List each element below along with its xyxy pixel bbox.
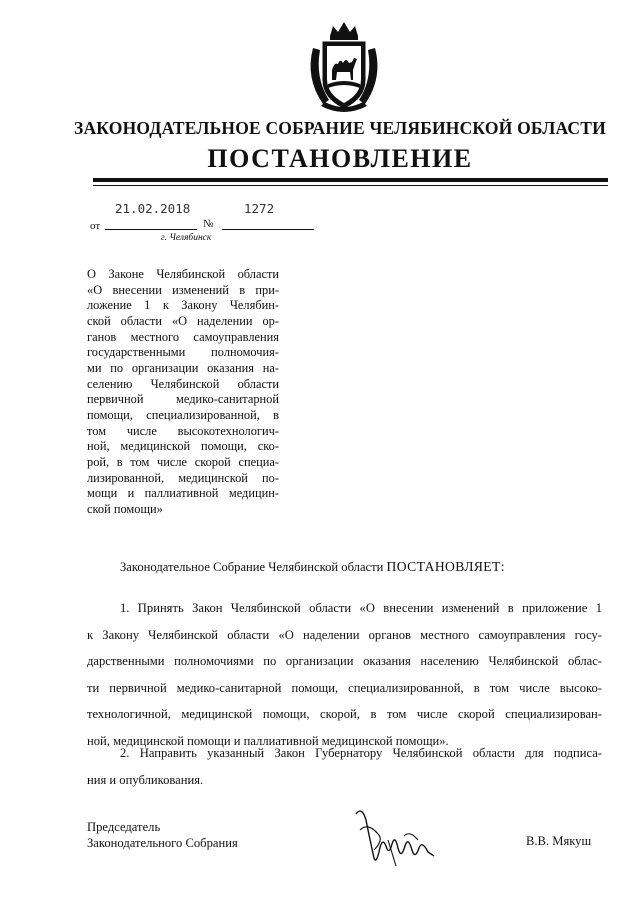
subject-line: государственными полномочия- xyxy=(87,345,279,360)
subject-line: рой, в том числе скорой специа- xyxy=(87,454,279,469)
subject-line: ми по организации оказания на- xyxy=(87,360,279,375)
subject-line: первичной медико-санитарной xyxy=(87,392,279,407)
subject-line: том числе высокотехнологич- xyxy=(87,423,279,438)
handwritten-date: 21.02.2018 xyxy=(115,201,191,216)
subject-line: селению Челябинской области xyxy=(87,376,279,391)
item-line: к Закону Челябинской области «О наделении органов местного самоуправления госу- xyxy=(87,627,602,642)
number-underline xyxy=(222,229,314,230)
coat-of-arms-emblem xyxy=(303,18,385,118)
decree-preamble-text: Законодательное Собрание Челябинской области xyxy=(120,560,384,574)
subject-line: ной, медицинской помощи, ско- xyxy=(87,439,279,454)
subject-line: ложение 1 к Закону Челябин- xyxy=(87,298,279,313)
subject-line: ганов местного самоуправления xyxy=(87,329,279,344)
signatory-name: В.В. Мякуш xyxy=(526,834,592,848)
header-rule-thin xyxy=(93,185,608,186)
item-line: 1. Принять Закон Челябинской области «О внесении изменений в приложение 1 xyxy=(120,601,602,615)
subject-line: мощи и паллиативной медицин- xyxy=(87,486,279,501)
item-1-paragraph xyxy=(87,595,602,755)
subject-block xyxy=(87,267,279,518)
date-underline xyxy=(105,229,197,230)
item-2-paragraph xyxy=(87,740,602,793)
subject-line: О Законе Челябинской области xyxy=(87,267,279,281)
item-line: дарственными полномочиями по организации оказания населению Челябинской облас- xyxy=(87,654,602,669)
signatory-title-line1: Председатель xyxy=(87,820,161,834)
organization-title: ЗАКОНОДАТЕЛЬНОЕ СОБРАНИЕ ЧЕЛЯБИНСКОЙ ОБЛАСТИ xyxy=(74,118,606,138)
subject-line: ской помощи» xyxy=(87,501,163,516)
city-label: г. Челябинск xyxy=(161,233,212,243)
item-line: технологичной, медицинской помощи, скорой, в том числе скорой специализирован- xyxy=(87,707,602,722)
item-line: 2. Направить указанный Закон Губернатору Челябинской области для подписа- xyxy=(120,746,602,760)
subject-line: ской области «О наделении ор- xyxy=(87,313,279,328)
decree-keyword: ПОСТАНОВЛЯЕТ: xyxy=(386,559,505,574)
document-type-title: ПОСТАНОВЛЕНИЕ xyxy=(207,144,473,173)
subject-line: лизированной, медицинской по- xyxy=(87,470,279,485)
item-line: ной, медицинской помощи и паллиативной медицинской помощи». xyxy=(87,733,449,748)
signatory-title-line2: Законодательного Собрания xyxy=(87,836,238,850)
number-label: № xyxy=(203,218,214,230)
item-line: ти первичной медико-санитарной помощи, специализированной, в том числе высоко- xyxy=(87,680,602,695)
date-label: от xyxy=(90,220,101,232)
header-rule-thick xyxy=(93,178,608,182)
subject-line: «О внесении изменений в при- xyxy=(87,282,279,297)
handwritten-number: 1272 xyxy=(244,201,275,216)
item-line: ния и опубликования. xyxy=(87,772,204,787)
subject-line: помощи, специализированной, в xyxy=(87,407,279,422)
handwritten-signature xyxy=(348,800,438,875)
decree-preamble xyxy=(120,559,505,575)
